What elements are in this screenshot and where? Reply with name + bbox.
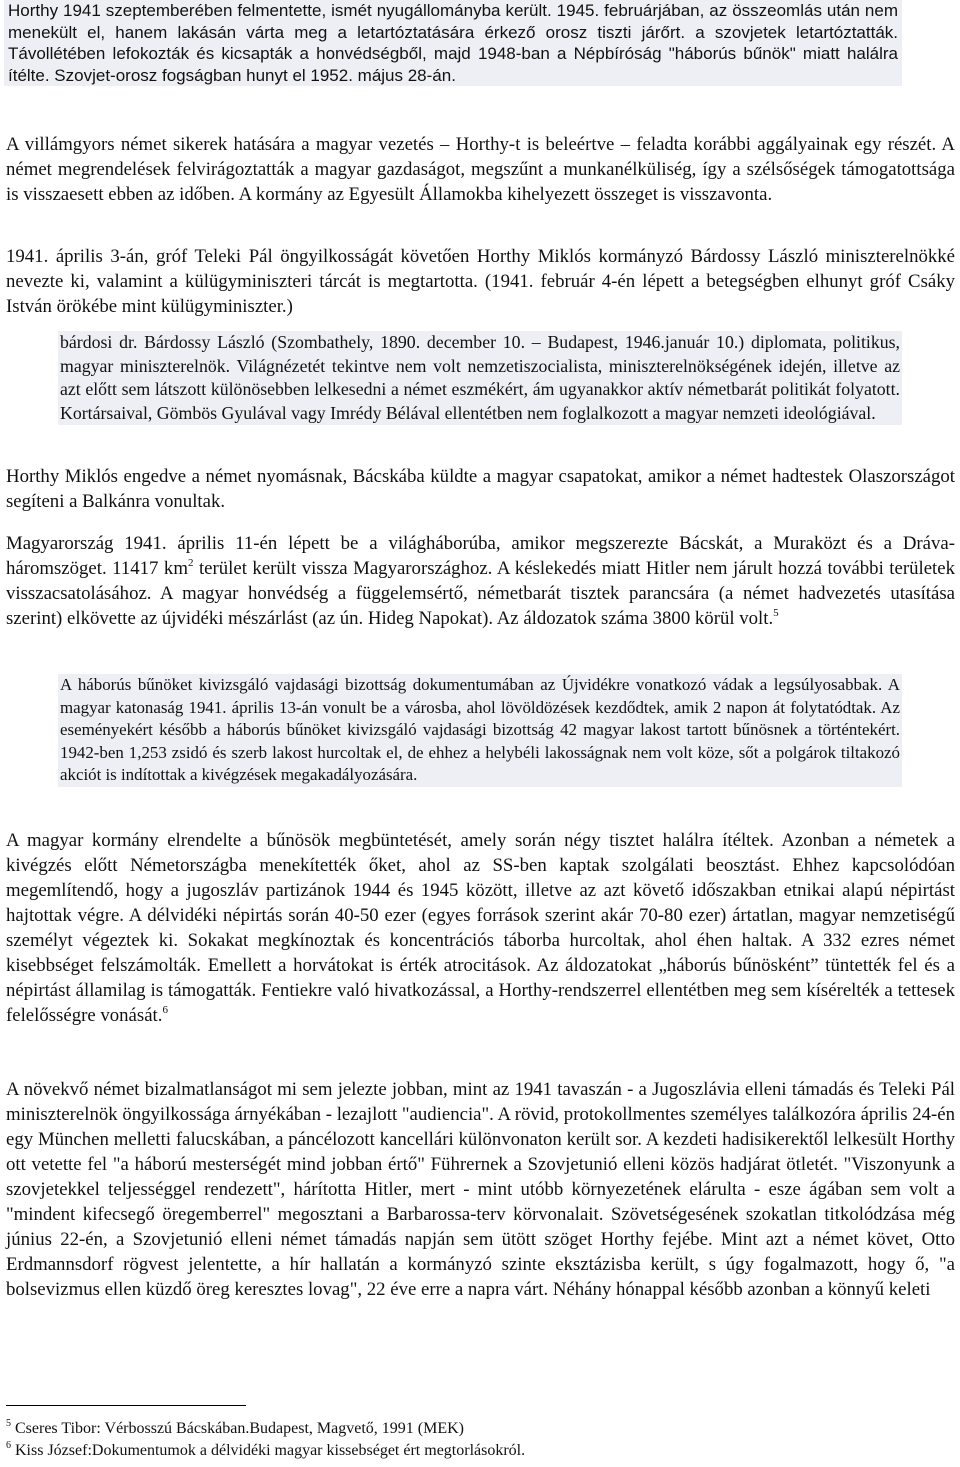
paragraph-bacska-troops: Horthy Miklós engedve a német nyomásnak, Bácskába küldte a magyar csapatokat, amikor a német hadtestek Olaszországot segíteni a Balkánra vonultak. (6, 466, 955, 512)
quote-bardossy-bio-text: bárdosi dr. Bárdossy László (Szombathely, 1890. december 10. – Budapest, 1946.január 10.) diplomata, politikus, magyar miniszterelnök. Világnézetét tekintve nem volt nemzetiszocialista, miniszterelnökségének idején, illetve az azt előtt sem látszott különösebben lelkesedni a német eszmékért, ám ugyanakkor aktív németbarát politikát folyatott. Kortársaival, Gömbös Gyulával vagy Imrédy Bélával ellentétben nem foglalkozott a magyar nemzeti ideológiával. (60, 332, 900, 423)
paragraph-war-entry (6, 531, 955, 631)
quote-horthy-fate-text: Horthy 1941 szeptemberében felmentette, ismét nyugállományba került. 1945. februárjában, az összeomlás után nem menekült el, hanem lakásán várta meg a letartóztatására érkező orosz tiszti járőrt. a szovjetek letartóztatták. Távollétében lefokozták és kicsapták a honvédségből, majd 1948-ban a Népbíróság "háborús bűnök" miatt halálra ítélte. Szovjet-orosz fogságban hunyt el 1952. május 28-án. (8, 1, 898, 85)
quote-horthy-fate (4, 0, 902, 86)
paragraph-audience-barbarossa: A növekvő német bizalmatlanságot mi sem jelezte jobban, mint az 1941 tavaszán - a Jugoszlávia elleni támadás és Teleki Pál miniszterelnök öngyilkossága árnyékában - lezajlott "audiencia". A rövid, protokollmentes személyes találkozóra április 24-én egy München melletti falucskában, a páncélozott kancellári különvonaton került sor. A kezdeti hadisikerektől lelkesült Horthy ott vetette fel "a háború mesterségét mind jobban értő" Führernek a Szovjetunió elleni közös hadjárat ötletét. "Viszonyunk a szovjetekkel teljességgel rendezett", hárította Hitler, mert - mint utóbb környezetének elárulta - esze ágában sem volt a "mindent kifecsegő öregemberrel" megosztani a Barbarossa-terv körvonalait. Szövetségesének szokatlan titkolódzása még június 22-én, a Szovjetunió elleni német támadás napján sem ütött szöget Horthy fejébe. Mint azt a német követ, Otto Erdmannsdorf rögvest jelentette, a hír hallatán a kormányzó szinte eksztázisba került, s úgy fogalmazott, hogy ő, "a bolsevizmus ellen küzdő öreg keresztes lovag", 22 éve erre a napra várt. Néhány hónappal később azonban a könnyű keleti (6, 1079, 955, 1300)
quote-war-crimes-commission-text: A háborús bűnöket kivizsgáló vajdasági bizottság dokumentumában az Újvidékre vonatkozó vádak a legsúlyosabbak. A magyar katonaság 1941. április 13-án vonult be a városba, ahol lövöldözések kezdődtek, amik 2 napon át folytatódtak. Az eseményekért később a háborús bűnöket kivizsgáló vajdasági bizottság 42 magyar lakost tartott bűnösnek a történtekért. 1942-ben 1,253 zsidó és szerb lakost hurcoltak el, de ehhez a helybéli lakosságnak nem volt köze, sőt a polgárok tiltakozó akciót is indítottak a kivégzések megakadályozására. (60, 675, 900, 784)
footnote-6-text: Kiss József:Dokumentumok a délvidéki magyar kissebséget ért megtorlásokról. (11, 1442, 526, 1459)
punishment-genocide-text: A magyar kormány elrendelte a bűnösök megbüntetését, amely során négy tisztet halálra ítéltek. Azonban a németek a kivégzés előtt Németországba menekítették őket, ahol az SS-ben kaptak szolgálati beosztást. Ehhez kapcsolódóan megemlítendő, hogy a jugoszláv partizánok 1944 és 1945 között, illetve az azt követő időszakban etnikai alapú népirtást hajtottak végre. A délvidéki népirtás során 40-50 ezer (egyes források szerint akár 70-80 ezer) ártatlan, magyar nemzetiségű személyt végeztek ki. Sokakat megkínoztak és koncentrációs táborba hurcoltak, ahol éhen haltak. A 332 ezres német kisebbséget felszámolták. Emellett a horvátokat is érték atrocitások. Az áldozatokat „háborús bűnösként” tüntették fel és a népirtást államilag is támogatták. Fentiekre való hivatkozással, a Horthy-rendszerrel ellentétben meg sem kísérelték a tettesek felelősségre vonását. (6, 830, 955, 1026)
footnote-6 (6, 1441, 525, 1460)
footnote-5-number: 5 (6, 1417, 11, 1429)
paragraph-punishment-genocide (6, 828, 955, 1028)
quote-bardossy-bio (58, 331, 902, 425)
footnote-separator (6, 1405, 246, 1406)
footnote-6-number: 6 (6, 1439, 11, 1451)
footnote-5-text: Cseres Tibor: Vérbosszú Bácskában.Budapest, Magvető, 1991 (MEK) (11, 1420, 464, 1437)
paragraph-german-success: A villámgyors német sikerek hatására a magyar vezetés – Horthy-t is beleértve – feladta korábbi aggályainak egy részét. A német megrendelések felvirágoztatták a magyar gazdaságot, megszűnt a munkanélküliség, így a szélsőségek támogatottsága is visszaesett ebben az időben. A kormány az Egyesült Államokba kihelyezett összeget is visszavonta. (6, 134, 955, 205)
area-unit-superscript: 2 (187, 556, 194, 569)
war-entry-text-part1: Magyarország 1941. április 11-én lépett be a világháborúba, amikor megszerezte Bácskát, a Muraközt és a Dráva-háromszöget. 11417 km (6, 533, 955, 579)
footnote-5 (6, 1419, 464, 1438)
quote-war-crimes-commission (58, 674, 902, 787)
paragraph-bardossy-appointment: 1941. április 3-án, gróf Teleki Pál öngyilkosságát követően Horthy Miklós kormányzó Bárdossy László miniszterelnökké nevezte ki, valamint a külügyminiszteri tárcát is megtartotta. (1941. február 4-én lépett a betegségben elhunyt gróf Csáky István örökébe mint külügyminiszter.) (6, 246, 955, 317)
war-entry-text-part2: terület került vissza Magyarországhoz. A késlekedés miatt Hitler nem járult hozzá további területek visszacsatolásához. A magyar honvédség a függelemsértő, németbarát tisztek parancsára (a német hadvezetés utasítása szerint) elkövette az újvidéki mészárlást (az ún. Hideg Napokat). Az áldozatok száma 3800 körül volt. (6, 558, 955, 629)
footnote-ref-5: 5 (773, 606, 779, 619)
footnote-ref-6: 6 (162, 1003, 168, 1016)
